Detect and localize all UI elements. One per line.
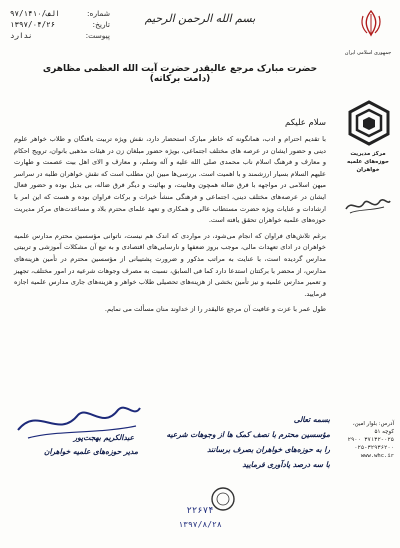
iran-emblem-icon [356,8,386,38]
attachment-row [10,30,110,41]
endorsement-line-2: مؤسسین محترم با نصف کمک ها از وجوهات شرعیه [166,430,330,439]
salutation: سلام علیکم [285,118,326,128]
ministry-text: جمهوری اسلامی ایران [344,50,392,56]
calligraphy-stamp-icon [344,195,392,215]
signer-title: مدیر حوزه‌های علمیه خواهران [43,447,138,456]
contact-website: www.whc.ir [360,453,394,459]
contact-info [342,420,394,460]
paragraph-1: با تقدیم احترام و ادب، همانگونه که خاطر مبارک استحضار دارد، نقش ویژه تربیت یافتگان و طلاب خواهر علوم دینی و حضور ایشان در عرصه های مختلف اجتماعی، بویژه حضور مبلغان زن در هیئات مذهبی بانوان، ترویج احکام و معارف و فرهنگ اسلام ناب محمدی صلی الله علیه و آله وسلم، و معارف و الای اهل بیت عصمت و طهارت علیهم السلام بسیار ارزشمند و با اهمیت است. بررسی‌ها مبین این مطلب است که نقش خواهران طلبه در سراسر میهن اسلامی در مواجهه با فرق ضاله همچون وهابیت، و بهائیت و دیگر فرق ضاله، بی بدیل بوده و حضور فعال ایشان در عرصه‌های مختلف دینی، اجتماعی و فرهنگی منشأ خیرات و برکات فراوان بوده و هست که این امر با ارشادات و عنایات ویژه حضرت مستطاب عالی و همکاری و تعهد علمای محترم بلاد و مساعدت‌های مرکز مدیریت حوزه‌های علمیه خواهران تحقق یافته است. [14,135,326,225]
paragraph-3: طول عمر با عزت و عافیت آن مرجع عالیقدر را از خداوند منان مسألت می نمایم. [104,305,326,314]
registry-number: ۲۲۶۷۴ [186,506,214,516]
paragraph-2: برغم تلاش‌های فراوان که انجام می‌شود، در مواردی که اندک هم نیست، ناتوانی مؤسسین محترم مدارس علمیه خواهران در ادای تعهدات مالی، موجب بروز ضعفها و نارسایی‌های اقتصادی و به تبع آن مشکلات آموزشی و تربیتی مدارس گردیده است، با عنایت به مراتب مذکور و ضرورت پشتیبانی از مؤسسین محترم در تأمین هزینه‌های مدارس، از محضر با برکتتان استدعا دارد کما فی السابق، نسبت به مصرف وجوهات شرعیه در امور مختلف، تجهیز و تعمیر مدارس علمیه و نیز تأمین بخشی از هزینه‌های تحصیلی طلاب خواهر و هزینه‌های جاری مدارس علمیه اجازه فرمایید. [14,231,326,298]
handwritten-endorsement [160,412,330,472]
signer-name: عبدالکریم بهجت‌پور [73,433,134,442]
endorsement-line-3: را به حوزه‌های خواهران بصرف برسانند [207,445,330,454]
number-row [10,8,110,19]
contact-fax: ۰۲۵-۳۲۹۳۶۲۰۰ [354,445,394,451]
addressee-line: حضرت مبارک مرجع عالیقدر حضرت آیت الله العظمی مظاهری (دامت برکاته) [42,64,318,84]
bismillah-heading: بسم الله الرحمن الرحیم [144,12,256,25]
letter-body [14,134,326,320]
contact-phone: ۲۹۰۰ ۳۷۱۳۲-۰۲۵ [347,437,394,443]
contact-address: آدرس: بلوار امین، کوچه ۵۱ [352,421,394,435]
endorsement-line-1: بسمه تعالی [293,415,330,424]
attachment-value: ندارد [10,31,33,40]
seminary-name: مرکز مدیریت حوزه‌های علمیه خواهران [347,151,389,173]
attachment-label: پیوست: [85,31,110,40]
date-value: ۱۳۹۷/۰۴/۲۶ [10,20,56,29]
number-label: شماره: [87,9,110,18]
date-row [10,19,110,30]
date-label: تاریخ: [92,20,110,29]
letter-meta [10,8,110,41]
registry-date: ۱۳۹۷/۸/۲۸ [178,520,222,529]
endorsement-line-4: با سه درصد یادآوری فرمایید [242,460,330,469]
seminary-logo-icon [346,100,392,146]
number-value: ۹۷/الف/۱۴۱۰ [10,9,60,18]
